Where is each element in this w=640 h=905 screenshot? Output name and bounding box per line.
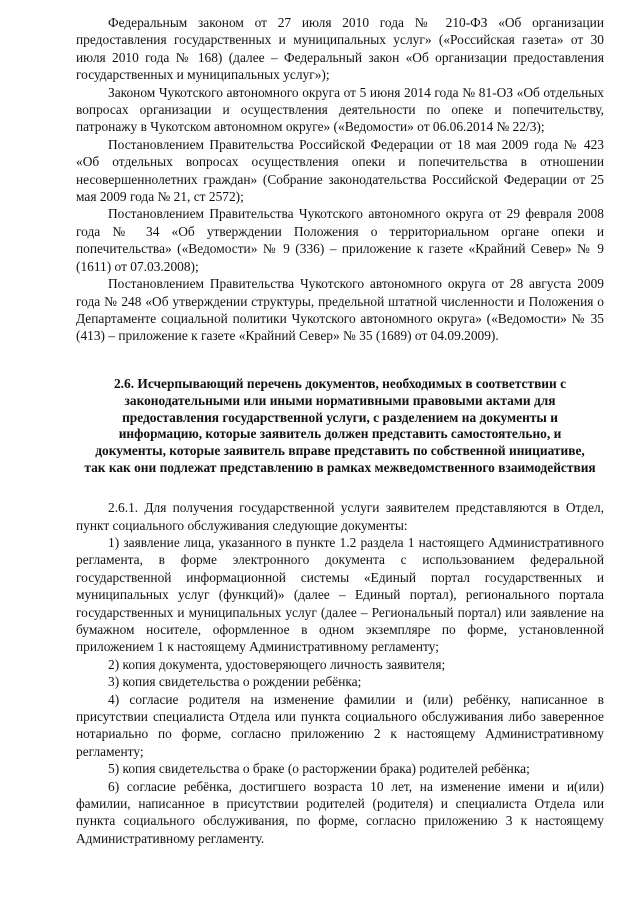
law-paragraph-4: Постановлением Правительства Чукотского автономного округа от 29 февраля 2008 года № 34 «Об утверждении Положения о территориальном органе опеки и попечительства» («Ведомости» № 9 (336) – приложение к газете «Крайний Север» № 9 (1611) от 07.03.2008); — [76, 206, 604, 274]
intro-paragraph: 2.6.1. Для получения государственной услуги заявителем представляются в Отдел, пункт социального обслуживания следующие документы: — [76, 500, 604, 533]
list-item-2: 2) копия документа, удостоверяющего личность заявителя; — [108, 656, 446, 672]
law-paragraph-3: Постановлением Правительства Российской Федерации от 18 мая 2009 года № 423 «Об отдельных вопросах осуществления опеки и попечительства в отношении несовершеннолетних граждан» (Собрание законодательства Российской Федерации от 25 мая 2009 года № 21, ст 2572); — [76, 136, 604, 205]
list-item-4: 4) согласие родителя на изменение фамилии и (или) ребёнку, написанное в присутствии специалиста Отдела или пункта социального обслуживания либо заверенное нотариально по форме, согласно приложению 2 к настоящему Административному регламенту; — [76, 691, 604, 759]
law-paragraph-1: Федеральным законом от 27 июля 2010 года № 210-ФЗ «Об организации предоставления государственных и муниципальных услуг» («Российская газета» от 30 июля 2010 года № 168) (далее – Федеральный закон «Об организации предоставления государственных и муниципальных услуг»); — [76, 15, 604, 83]
list-item-6: 6) согласие ребёнка, достигшего возраста 10 лет, на изменение имени и и(или) фамилии, написанное в присутствии родителей (родителя) и специалиста Отдела или пункта социального обслуживания, по форме, согласно приложению 3 к настоящему Административному регламенту. — [76, 778, 604, 846]
list-item-3: 3) копия свидетельства о рождении ребёнка; — [108, 674, 362, 690]
law-paragraph-5: Постановлением Правительства Чукотского автономного округа от 28 августа 2009 года № 248 «Об утверждении структуры, предельной штатной численности и Положения о Департаменте социальной политики Чукотского автономного округа» («Ведомости» № 35 (413) – приложение к газете «Крайний Север» № 35 (1689) от 04.09.2009). — [76, 276, 604, 344]
list-item-5: 5) копия свидетельства о браке (о расторжении брака) родителей ребёнка; — [108, 761, 530, 777]
document-page — [76, 14, 604, 847]
law-paragraph-2: Законом Чукотского автономного округа от 5 июня 2014 года № 81-ОЗ «Об отдельных вопросах организации и осуществления деятельности по опеке и попечительству, патронажу в Чукотском автономном округе» («Ведомости» от 06.06.2014 № 22/3); — [76, 84, 604, 135]
list-item-1: 1) заявление лица, указанного в пункте 1.2 раздела 1 настоящего Административного регламента, в форме электронного документа с использованием федеральной государственной информационной системы «Единый портал государственных и муниципальных услуг (функций)» (далее – Единый портал), регионального портала государственных и муниципальных услуг (далее – Региональный портал) или заявление на бумажном носителе, оформленное в одном экземпляре по форме, установленной приложением 1 к настоящему Административному регламенту; — [76, 534, 604, 655]
section-heading: 2.6. Исчерпывающий перечень документов, необходимых в соответствии с законодательными или иными нормативными правовыми актами для предоставления государственной услуги, с разделением на документы и информацию, которые заявитель должен представить самостоятельно, и документы, которые заявитель вправе представить по собственной инициативе, так как они подлежат представлению в рамках межведомственного взаимодействия — [84, 375, 596, 476]
